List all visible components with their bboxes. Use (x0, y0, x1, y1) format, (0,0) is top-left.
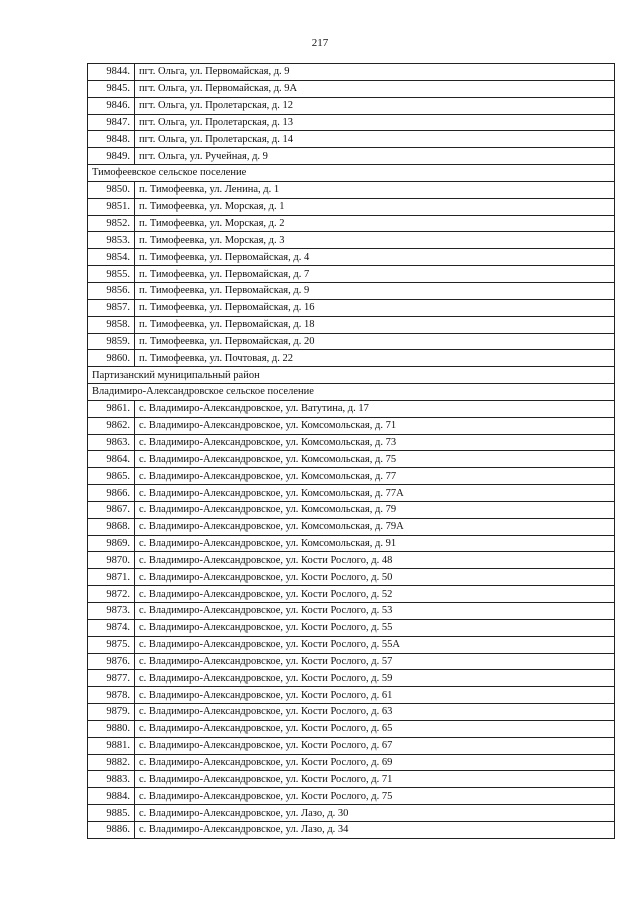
row-address: с. Владимиро-Александровское, ул. Кости Рослого, д. 63 (135, 704, 615, 721)
row-number: 9856. (88, 282, 135, 299)
row-address: с. Владимиро-Александровское, ул. Лазо, д. 30 (135, 805, 615, 822)
row-number: 9858. (88, 316, 135, 333)
row-number: 9882. (88, 754, 135, 771)
row-address: с. Владимиро-Александровское, ул. Комсомольская, д. 75 (135, 451, 615, 468)
section-title: Владимиро-Александровское сельское поселение (88, 384, 615, 401)
table-row (88, 670, 615, 687)
row-address: п. Тимофеевка, ул. Первомайская, д. 16 (135, 299, 615, 316)
table-row (88, 569, 615, 586)
table-row (88, 400, 615, 417)
row-number: 9875. (88, 636, 135, 653)
row-address: с. Владимиро-Александровское, ул. Кости Рослого, д. 55 (135, 619, 615, 636)
row-number: 9844. (88, 64, 135, 81)
table-row (88, 266, 615, 283)
table-row (88, 754, 615, 771)
table-row (88, 535, 615, 552)
row-number: 9848. (88, 131, 135, 148)
table-row (88, 215, 615, 232)
row-number: 9871. (88, 569, 135, 586)
row-number: 9885. (88, 805, 135, 822)
table-row (88, 114, 615, 131)
row-number: 9869. (88, 535, 135, 552)
row-number: 9846. (88, 97, 135, 114)
row-number: 9854. (88, 249, 135, 266)
row-number: 9877. (88, 670, 135, 687)
row-address: с. Владимиро-Александровское, ул. Лазо, д. 34 (135, 821, 615, 838)
row-address: с. Владимиро-Александровское, ул. Комсомольская, д. 77А (135, 485, 615, 502)
row-address: п. Тимофеевка, ул. Ленина, д. 1 (135, 181, 615, 198)
row-number: 9862. (88, 417, 135, 434)
row-number: 9845. (88, 80, 135, 97)
table-row (88, 148, 615, 165)
table-row (88, 80, 615, 97)
row-number: 9872. (88, 586, 135, 603)
table-row (88, 501, 615, 518)
row-number: 9870. (88, 552, 135, 569)
row-address: с. Владимиро-Александровское, ул. Кости Рослого, д. 61 (135, 687, 615, 704)
table-row (88, 720, 615, 737)
row-number: 9876. (88, 653, 135, 670)
row-address: п. Тимофеевка, ул. Морская, д. 2 (135, 215, 615, 232)
table-row (88, 316, 615, 333)
table-row (88, 586, 615, 603)
row-address: п. Тимофеевка, ул. Первомайская, д. 20 (135, 333, 615, 350)
row-number: 9880. (88, 720, 135, 737)
row-address: с. Владимиро-Александровское, ул. Кости Рослого, д. 48 (135, 552, 615, 569)
row-address: п. Тимофеевка, ул. Первомайская, д. 18 (135, 316, 615, 333)
row-address: с. Владимиро-Александровское, ул. Кости Рослого, д. 69 (135, 754, 615, 771)
row-address: с. Владимиро-Александровское, ул. Ватутина, д. 17 (135, 400, 615, 417)
table-row (88, 687, 615, 704)
row-address: пгт. Ольга, ул. Пролетарская, д. 14 (135, 131, 615, 148)
row-number: 9881. (88, 737, 135, 754)
table-row (88, 603, 615, 620)
table-row (88, 704, 615, 721)
table-row (88, 232, 615, 249)
row-address: с. Владимиро-Александровское, ул. Кости Рослого, д. 53 (135, 603, 615, 620)
row-number: 9850. (88, 181, 135, 198)
table-row (88, 181, 615, 198)
section-header-row (88, 384, 615, 401)
section-header-row (88, 165, 615, 182)
row-address: п. Тимофеевка, ул. Первомайская, д. 7 (135, 266, 615, 283)
page-number: 217 (311, 37, 329, 49)
row-address: п. Тимофеевка, ул. Почтовая, д. 22 (135, 350, 615, 367)
table-row (88, 97, 615, 114)
row-address: с. Владимиро-Александровское, ул. Комсомольская, д. 79А (135, 518, 615, 535)
row-address: п. Тимофеевка, ул. Первомайская, д. 4 (135, 249, 615, 266)
table-row (88, 771, 615, 788)
table-row (88, 485, 615, 502)
address-registry-body (88, 64, 615, 839)
row-address: с. Владимиро-Александровское, ул. Кости Рослого, д. 57 (135, 653, 615, 670)
row-address: с. Владимиро-Александровское, ул. Комсомольская, д. 71 (135, 417, 615, 434)
row-address: с. Владимиро-Александровское, ул. Кости Рослого, д. 59 (135, 670, 615, 687)
row-number: 9865. (88, 468, 135, 485)
table-row (88, 299, 615, 316)
row-address: п. Тимофеевка, ул. Морская, д. 3 (135, 232, 615, 249)
section-title: Партизанский муниципальный район (88, 367, 615, 384)
table-row (88, 552, 615, 569)
row-number: 9878. (88, 687, 135, 704)
address-registry-table (87, 63, 615, 839)
row-address: с. Владимиро-Александровское, ул. Комсомольская, д. 79 (135, 501, 615, 518)
row-address: с. Владимиро-Александровское, ул. Кости Рослого, д. 67 (135, 737, 615, 754)
table-row (88, 417, 615, 434)
table-row (88, 619, 615, 636)
row-number: 9860. (88, 350, 135, 367)
table-row (88, 198, 615, 215)
row-address: с. Владимиро-Александровское, ул. Комсомольская, д. 91 (135, 535, 615, 552)
row-address: с. Владимиро-Александровское, ул. Комсомольская, д. 77 (135, 468, 615, 485)
row-number: 9867. (88, 501, 135, 518)
row-number: 9879. (88, 704, 135, 721)
row-address: п. Тимофеевка, ул. Первомайская, д. 9 (135, 282, 615, 299)
row-number: 9873. (88, 603, 135, 620)
table-row (88, 653, 615, 670)
row-number: 9857. (88, 299, 135, 316)
table-row (88, 64, 615, 81)
row-number: 9849. (88, 148, 135, 165)
row-address: п. Тимофеевка, ул. Морская, д. 1 (135, 198, 615, 215)
row-address: с. Владимиро-Александровское, ул. Кости Рослого, д. 75 (135, 788, 615, 805)
table-row (88, 131, 615, 148)
table-row (88, 468, 615, 485)
row-number: 9863. (88, 434, 135, 451)
row-address: с. Владимиро-Александровское, ул. Кости Рослого, д. 50 (135, 569, 615, 586)
table-row (88, 821, 615, 838)
table-row (88, 249, 615, 266)
table-row (88, 805, 615, 822)
row-address: с. Владимиро-Александровское, ул. Кости Рослого, д. 52 (135, 586, 615, 603)
row-address: пгт. Ольга, ул. Первомайская, д. 9 (135, 64, 615, 81)
row-number: 9855. (88, 266, 135, 283)
table-row (88, 636, 615, 653)
table-row (88, 788, 615, 805)
row-number: 9874. (88, 619, 135, 636)
table-row (88, 518, 615, 535)
row-number: 9868. (88, 518, 135, 535)
row-address: с. Владимиро-Александровское, ул. Комсомольская, д. 73 (135, 434, 615, 451)
section-header-row (88, 367, 615, 384)
row-address: пгт. Ольга, ул. Пролетарская, д. 13 (135, 114, 615, 131)
row-address: пгт. Ольга, ул. Первомайская, д. 9А (135, 80, 615, 97)
row-number: 9859. (88, 333, 135, 350)
row-address: с. Владимиро-Александровское, ул. Кости Рослого, д. 55А (135, 636, 615, 653)
row-address: с. Владимиро-Александровское, ул. Кости Рослого, д. 71 (135, 771, 615, 788)
table-row (88, 333, 615, 350)
row-number: 9883. (88, 771, 135, 788)
row-number: 9847. (88, 114, 135, 131)
row-number: 9864. (88, 451, 135, 468)
row-number: 9866. (88, 485, 135, 502)
table-row (88, 282, 615, 299)
row-number: 9852. (88, 215, 135, 232)
row-number: 9861. (88, 400, 135, 417)
table-row (88, 350, 615, 367)
row-number: 9851. (88, 198, 135, 215)
table-row (88, 451, 615, 468)
table-row (88, 434, 615, 451)
section-title: Тимофеевское сельское поселение (88, 165, 615, 182)
row-address: с. Владимиро-Александровское, ул. Кости Рослого, д. 65 (135, 720, 615, 737)
row-address: пгт. Ольга, ул. Пролетарская, д. 12 (135, 97, 615, 114)
table-row (88, 737, 615, 754)
row-number: 9853. (88, 232, 135, 249)
row-number: 9886. (88, 821, 135, 838)
row-number: 9884. (88, 788, 135, 805)
row-address: пгт. Ольга, ул. Ручейная, д. 9 (135, 148, 615, 165)
